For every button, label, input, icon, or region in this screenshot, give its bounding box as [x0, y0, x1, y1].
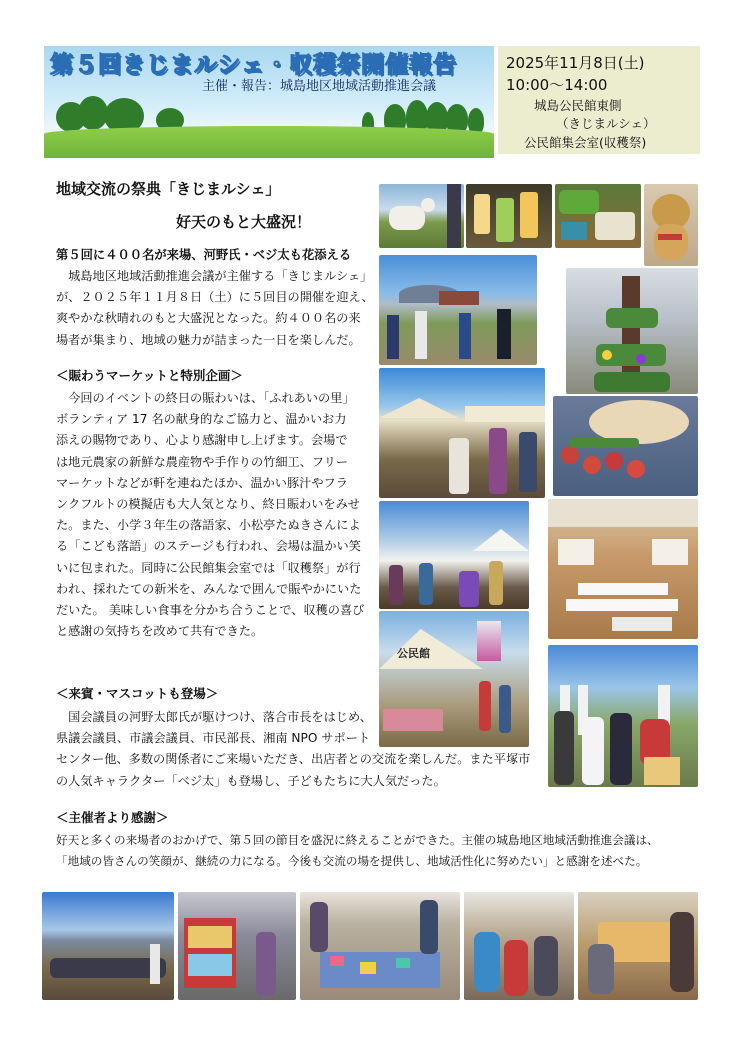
venue-harvest: 公民館集会室(収穫祭)	[524, 135, 647, 150]
text-line: 好天と多くの来場者のおかげで、第５回の節目を盛況に終えることができた。主催の城島地区地域活動推進会議は、	[56, 833, 659, 847]
vegetables-photo	[555, 184, 641, 248]
headline: 地域交流の祭典「きじまルシェ」	[56, 180, 281, 198]
text-line: は地元農家の新鮮な農産物や手作りの竹細工、フリー	[56, 454, 349, 469]
header-banner	[44, 46, 494, 158]
organizer-line: 主催・報告：城島地区地域活動推進会議	[202, 79, 437, 94]
opening-ceremony-photo	[379, 255, 537, 365]
text-line: ンクフルトの模擬店も大人気となり、終日賑わいをみせ	[56, 497, 360, 512]
craft-table-photo	[464, 892, 574, 1000]
market-tent-photo	[379, 368, 545, 498]
text-line: 添えの賜物であり、心より感謝申し上げます。会場で	[56, 433, 348, 448]
sub-headline: 好天のもと大盛況！	[176, 213, 312, 231]
harvest-produce-photo	[553, 396, 698, 496]
text-line: が、２０２５年１１月８日（土）に５回目の開催を迎え、	[56, 290, 374, 305]
bamboo-craft-photo	[466, 184, 552, 248]
text-line: る「こども落語」のステージも行われ、会場は温かい笑	[56, 539, 361, 554]
goat-photo	[379, 184, 464, 248]
text-line: 国会議員の河野太郎氏が駆けつけ、落合市長をはじめ、	[56, 710, 372, 724]
text-line: た。また、小学３年生の落語家、小松亭たぬきさんによ	[56, 518, 361, 533]
kominkan-tent-photo	[379, 611, 529, 747]
food-stall-photo	[379, 501, 529, 609]
market-paragraph	[56, 388, 364, 642]
section-heading: ＜来賓・マスコットも登場＞	[56, 686, 219, 701]
harvest-festival-hall-photo	[548, 499, 698, 639]
text-line: いに包まれた。同時に公民館集会室では「収穫祭」が行	[56, 560, 361, 575]
report-title: 第５回きじまルシェ・収穫祭開催報告	[50, 52, 457, 78]
flea-market-photo	[300, 892, 460, 1000]
event-time: 10:00～14:00	[506, 76, 608, 94]
text-line: の人気キャラクター「ベジ太」も登場し、子どもたちに大人気だった。	[56, 773, 446, 788]
bamboo-game-photo	[578, 892, 698, 1000]
tent-sign-text: 公民館	[397, 647, 430, 660]
intro-paragraph	[56, 266, 374, 351]
text-line: 場者が集まり、地域の魅力が詰まった一日を楽しんだ。	[56, 332, 361, 347]
section-heading: ＜主催者より感謝＞	[56, 810, 169, 825]
text-line: センター他、多数の関係者にご来場いただき、出店者との交流を楽しんだ。また平塚市	[56, 752, 531, 767]
lead-line: 第５回に４００名が来場、河野氏・ベジ太も花添える	[56, 248, 352, 262]
kids-rakugo-stage-photo	[548, 645, 698, 787]
text-line: 爽やかな秋晴れのもと大盛況となった。約４００名の来	[56, 311, 361, 326]
text-line: 「地域の皆さんの笑顔が、継続の力になる。今後も交流の場を提供し、地域活性化に努めたい」と感謝を述べた。	[56, 854, 648, 869]
text-line: マーケットなどが軒を連ねたほか、温かい豚汁やフラ	[56, 475, 348, 490]
seated-guests-photo	[42, 892, 174, 1000]
grass-field	[44, 126, 494, 158]
text-line: ボランティア 17 名の献身的なご協力と、温かいお力	[56, 412, 347, 427]
text-line: 県議会議員、市議会議員、市民部長、湘南 NPO サポート	[56, 731, 371, 746]
thanks-paragraph	[56, 830, 659, 872]
text-line: 城島地区地域活動推進会議が主催する「きじまルシェ」	[56, 269, 373, 283]
text-line: 今回のイベントの終日の賑わいは、「ふれあいの里」	[56, 391, 355, 405]
event-info-box	[498, 46, 700, 154]
section-heading: ＜賑わうマーケットと特別企画＞	[56, 368, 243, 383]
flower-tower-photo	[566, 268, 698, 394]
venue-market-note: （きじまルシェ）	[556, 116, 656, 131]
text-line: と感謝の気持ちを改めて共有できた。	[56, 624, 264, 639]
text-line: だいた。 美味しい食事を分かち合うことで、収穫の喜び	[56, 603, 365, 618]
mascot-vegita-photo	[644, 184, 698, 266]
bookshelf-stall-photo	[178, 892, 296, 1000]
text-line: われ、採れたての新米を、みんなで囲んで賑やかにいた	[56, 581, 362, 596]
venue-market: 城島公民館東側	[534, 98, 622, 113]
event-date: 2025年11月8日(土)	[506, 54, 645, 72]
